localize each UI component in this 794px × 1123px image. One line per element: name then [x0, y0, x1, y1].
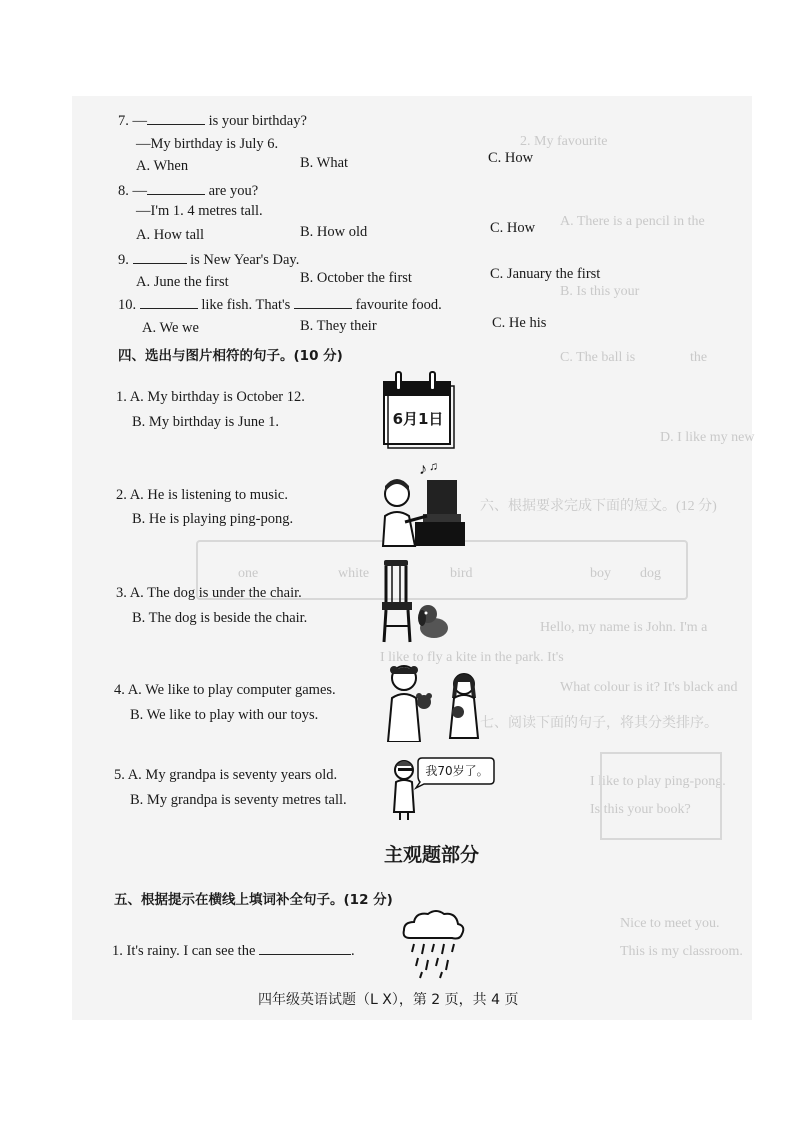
option-b[interactable]: B. They their	[300, 318, 377, 334]
chair-dog-icon	[378, 558, 452, 644]
option-a[interactable]: A. June the first	[136, 274, 229, 290]
ghost-text: Hello, my name is John. I'm a	[540, 620, 708, 635]
ghost-text: 六、根据要求完成下面的短文。(12 分)	[480, 499, 717, 514]
section-title: 主观题部分	[384, 844, 480, 866]
choice-a[interactable]: 5. A. My grandpa is seventy years old.	[114, 767, 338, 783]
ghost-text: bird	[450, 566, 473, 581]
calendar-icon	[378, 368, 458, 450]
answer-blank[interactable]	[259, 940, 351, 955]
ghost-text: I like to play ping-pong.	[590, 774, 726, 789]
option-b[interactable]: B. What	[300, 155, 349, 171]
option-c[interactable]: C. He his	[492, 315, 547, 331]
question-7: 7. — is your birthday?	[118, 110, 307, 130]
option-a[interactable]: A. How tall	[136, 227, 205, 243]
question-8: 8. — are you?	[118, 180, 258, 200]
choice-a[interactable]: 3. A. The dog is under the chair.	[116, 585, 302, 601]
dialog-answer: —I'm 1. 4 metres tall.	[136, 203, 263, 219]
option-c[interactable]: C. How	[488, 150, 534, 166]
ghost-text: What colour is it? It's black and	[560, 680, 738, 695]
svg-text:♫: ♫	[429, 459, 438, 473]
answer-blank[interactable]	[133, 249, 187, 264]
ghost-text: one	[238, 566, 259, 581]
ghost-sentence-box	[600, 752, 722, 840]
kids-toys-icon	[384, 658, 484, 742]
question-9: 9. is New Year's Day.	[118, 249, 299, 269]
ghost-text: Is this your book?	[590, 802, 691, 817]
ghost-text: C. The ball is	[560, 350, 636, 365]
choice-a[interactable]: 4. A. We like to play computer games.	[114, 682, 336, 698]
option-b[interactable]: B. October the first	[300, 270, 412, 286]
svg-text:♪: ♪	[419, 461, 427, 478]
ghost-text: A. There is a pencil in the	[560, 214, 705, 229]
ghost-text: boy	[590, 566, 611, 581]
ghost-text: 2. My favourite	[520, 134, 608, 149]
choice-a[interactable]: 1. A. My birthday is October 12.	[116, 389, 305, 405]
option-a[interactable]: A. We we	[142, 320, 199, 336]
question-10: 10. like fish. That's favourite food.	[118, 294, 442, 314]
answer-blank[interactable]	[140, 294, 198, 309]
choice-b[interactable]: B. The dog is beside the chair.	[132, 610, 308, 626]
ghost-text: white	[338, 566, 370, 581]
option-b[interactable]: B. How old	[300, 224, 368, 240]
ghost-text: Nice to meet you.	[620, 916, 720, 931]
grandpa-icon	[386, 752, 496, 822]
ghost-text: I like to fly a kite in the park. It's	[380, 650, 564, 665]
option-a[interactable]: A. When	[136, 158, 189, 174]
dialog-answer: —My birthday is July 6.	[136, 136, 279, 152]
section-heading: 五、根据提示在横线上填词补全句子。(12 分)	[114, 892, 393, 908]
choice-b[interactable]: B. My birthday is June 1.	[132, 414, 280, 430]
ghost-text: the	[690, 350, 708, 365]
calendar-date: 6月1日	[392, 410, 444, 428]
fill-question-1: 1. It's rainy. I can see the .	[112, 940, 355, 960]
answer-blank[interactable]	[147, 110, 205, 125]
choice-b[interactable]: B. My grandpa is seventy metres tall.	[130, 792, 347, 808]
ghost-text: dog	[640, 566, 661, 581]
ghost-text: B. Is this your	[560, 284, 640, 299]
section-heading: 四、选出与图片相符的句子。(10 分)	[118, 348, 343, 364]
option-c[interactable]: C. How	[490, 220, 536, 236]
answer-blank[interactable]	[147, 180, 205, 195]
speech-bubble-text: 我70岁了。	[425, 764, 489, 778]
choice-b[interactable]: B. He is playing ping-pong.	[132, 511, 294, 527]
ghost-text: This is my classroom.	[620, 944, 743, 959]
ghost-text: 七、阅读下面的句子，将其分类排序。	[480, 716, 718, 731]
rain-cloud-icon	[400, 906, 466, 980]
choice-b[interactable]: B. We like to play with our toys.	[130, 707, 319, 723]
option-c[interactable]: C. January the first	[490, 266, 601, 282]
ghost-text: D. I like my new	[660, 430, 755, 445]
answer-blank[interactable]	[294, 294, 352, 309]
boy-computer-music-icon	[375, 458, 465, 548]
page-footer: 四年级英语试题（L X），第 2 页，共 4 页	[258, 992, 519, 1008]
choice-a[interactable]: 2. A. He is listening to music.	[116, 487, 288, 503]
